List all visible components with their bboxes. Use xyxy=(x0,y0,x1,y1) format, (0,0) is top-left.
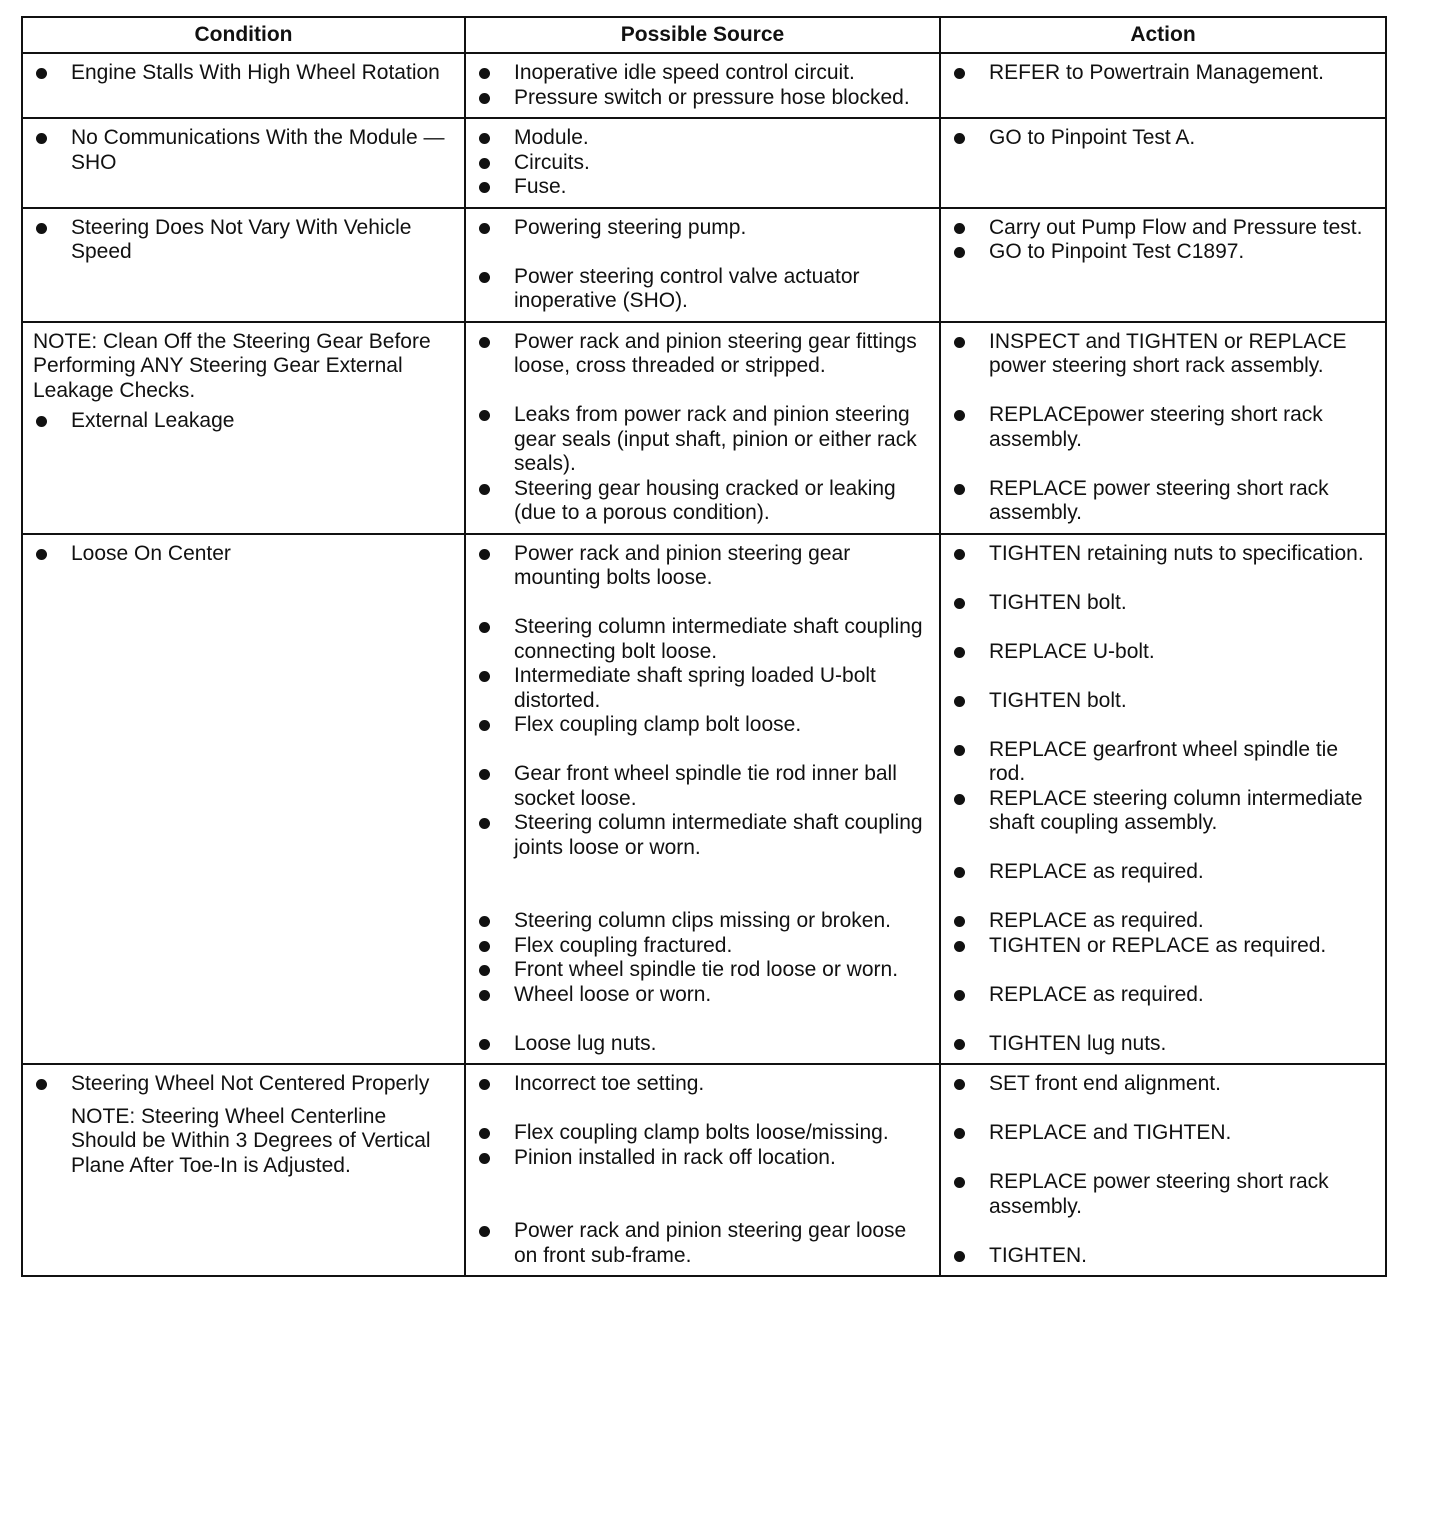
centerline-note: NOTE: Steering Wheel Centerline Should be Within 3 Degrees of Vertical Plane After Toe-In is Adjusted. xyxy=(71,1104,431,1177)
table-row xyxy=(22,118,1386,208)
action-cell xyxy=(940,1064,1386,1276)
action-item: REPLACE as required. xyxy=(951,909,1377,934)
action-cell xyxy=(940,53,1386,118)
action-item: REPLACE and TIGHTEN. xyxy=(951,1121,1377,1146)
source-item: Fuse. xyxy=(476,175,931,200)
source-item: Steering gear housing cracked or leaking (due to a porous condition). xyxy=(476,477,931,526)
action-cell xyxy=(940,322,1386,534)
source-item: Pressure switch or pressure hose blocked. xyxy=(476,86,931,111)
source-item: Steering column intermediate shaft coupling joints loose or worn. xyxy=(476,811,931,860)
condition-cell xyxy=(22,322,465,534)
action-cell xyxy=(940,118,1386,208)
source-item: Circuits. xyxy=(476,151,931,176)
table-row xyxy=(22,53,1386,118)
table-row xyxy=(22,534,1386,1065)
condition-item: External Leakage xyxy=(33,409,456,434)
condition-item: Loose On Center xyxy=(33,542,456,567)
source-item: Flex coupling fractured. xyxy=(476,934,931,959)
condition-item: No Communications With the Module — SHO xyxy=(33,126,456,175)
source-item: Flex coupling clamp bolt loose. xyxy=(476,713,931,738)
source-item: Front wheel spindle tie rod loose or worn. xyxy=(476,958,931,983)
source-item: Pinion installed in rack off location. xyxy=(476,1146,931,1171)
table-row xyxy=(22,322,1386,534)
source-item: Power rack and pinion steering gear loose on front sub-frame. xyxy=(476,1219,931,1268)
source-cell xyxy=(465,1064,940,1276)
action-cell xyxy=(940,208,1386,322)
source-item: Power steering control valve actuator inoperative (SHO). xyxy=(476,265,931,314)
action-item: TIGHTEN. xyxy=(951,1244,1377,1269)
source-item: Powering steering pump. xyxy=(476,216,931,241)
condition-cell xyxy=(22,1064,465,1276)
action-item: TIGHTEN or REPLACE as required. xyxy=(951,934,1377,959)
table-row xyxy=(22,1064,1386,1276)
action-item: SET front end alignment. xyxy=(951,1072,1377,1097)
action-item: TIGHTEN lug nuts. xyxy=(951,1032,1377,1057)
action-item: TIGHTEN retaining nuts to specification. xyxy=(951,542,1377,567)
action-item: REPLACE as required. xyxy=(951,983,1377,1008)
condition-cell xyxy=(22,53,465,118)
condition-item: Steering Does Not Vary With Vehicle Speed xyxy=(33,216,456,265)
source-item: Flex coupling clamp bolts loose/missing. xyxy=(476,1121,931,1146)
source-item: Gear front wheel spindle tie rod inner ball socket loose. xyxy=(476,762,931,811)
source-item: Incorrect toe setting. xyxy=(476,1072,931,1097)
source-item: Loose lug nuts. xyxy=(476,1032,931,1057)
source-item: Inoperative idle speed control circuit. xyxy=(476,61,931,86)
source-cell xyxy=(465,322,940,534)
source-cell xyxy=(465,118,940,208)
action-item: GO to Pinpoint Test A. xyxy=(951,126,1377,151)
action-item: INSPECT and TIGHTEN or REPLACE power steering short rack assembly. xyxy=(951,330,1377,379)
action-item: REPLACE steering column intermediate shaft coupling assembly. xyxy=(951,787,1377,836)
source-cell xyxy=(465,53,940,118)
leakage-note: NOTE: Clean Off the Steering Gear Before Performing ANY Steering Gear External Leakage Checks. xyxy=(33,329,431,402)
action-item: REPLACE power steering short rack assembly. xyxy=(951,1170,1377,1219)
diagnosis-table xyxy=(21,16,1387,1277)
condition-item: Steering Wheel Not Centered Properly xyxy=(33,1072,456,1097)
source-item: Power rack and pinion steering gear fittings loose, cross threaded or stripped. xyxy=(476,330,931,379)
source-cell xyxy=(465,208,940,322)
action-item: REPLACE gearfront wheel spindle tie rod. xyxy=(951,738,1377,787)
header-possible-source: Possible Source xyxy=(465,17,940,53)
condition-item: Engine Stalls With High Wheel Rotation xyxy=(33,61,456,86)
action-item: REPLACE power steering short rack assembly. xyxy=(951,477,1377,526)
table-row xyxy=(22,208,1386,322)
header-condition: Condition xyxy=(22,17,465,53)
source-item: Module. xyxy=(476,126,931,151)
condition-cell xyxy=(22,208,465,322)
action-item: REPLACE U-bolt. xyxy=(951,640,1377,665)
condition-cell xyxy=(22,118,465,208)
source-item: Steering column clips missing or broken. xyxy=(476,909,931,934)
condition-cell xyxy=(22,534,465,1065)
source-item: Power rack and pinion steering gear mounting bolts loose. xyxy=(476,542,931,591)
action-item: TIGHTEN bolt. xyxy=(951,689,1377,714)
action-item: GO to Pinpoint Test C1897. xyxy=(951,240,1377,265)
action-item: REPLACEpower steering short rack assembly. xyxy=(951,403,1377,452)
action-item: REPLACE as required. xyxy=(951,860,1377,885)
source-item: Wheel loose or worn. xyxy=(476,983,931,1008)
source-cell xyxy=(465,534,940,1065)
source-item: Leaks from power rack and pinion steering gear seals (input shaft, pinion or either rack seals). xyxy=(476,403,931,477)
header-row xyxy=(22,17,1386,53)
action-cell xyxy=(940,534,1386,1065)
action-item: TIGHTEN bolt. xyxy=(951,591,1377,616)
source-item: Intermediate shaft spring loaded U-bolt distorted. xyxy=(476,664,931,713)
action-item: Carry out Pump Flow and Pressure test. xyxy=(951,216,1377,241)
action-item: REFER to Powertrain Management. xyxy=(951,61,1377,86)
header-action: Action xyxy=(940,17,1386,53)
source-item: Steering column intermediate shaft coupling connecting bolt loose. xyxy=(476,615,931,664)
